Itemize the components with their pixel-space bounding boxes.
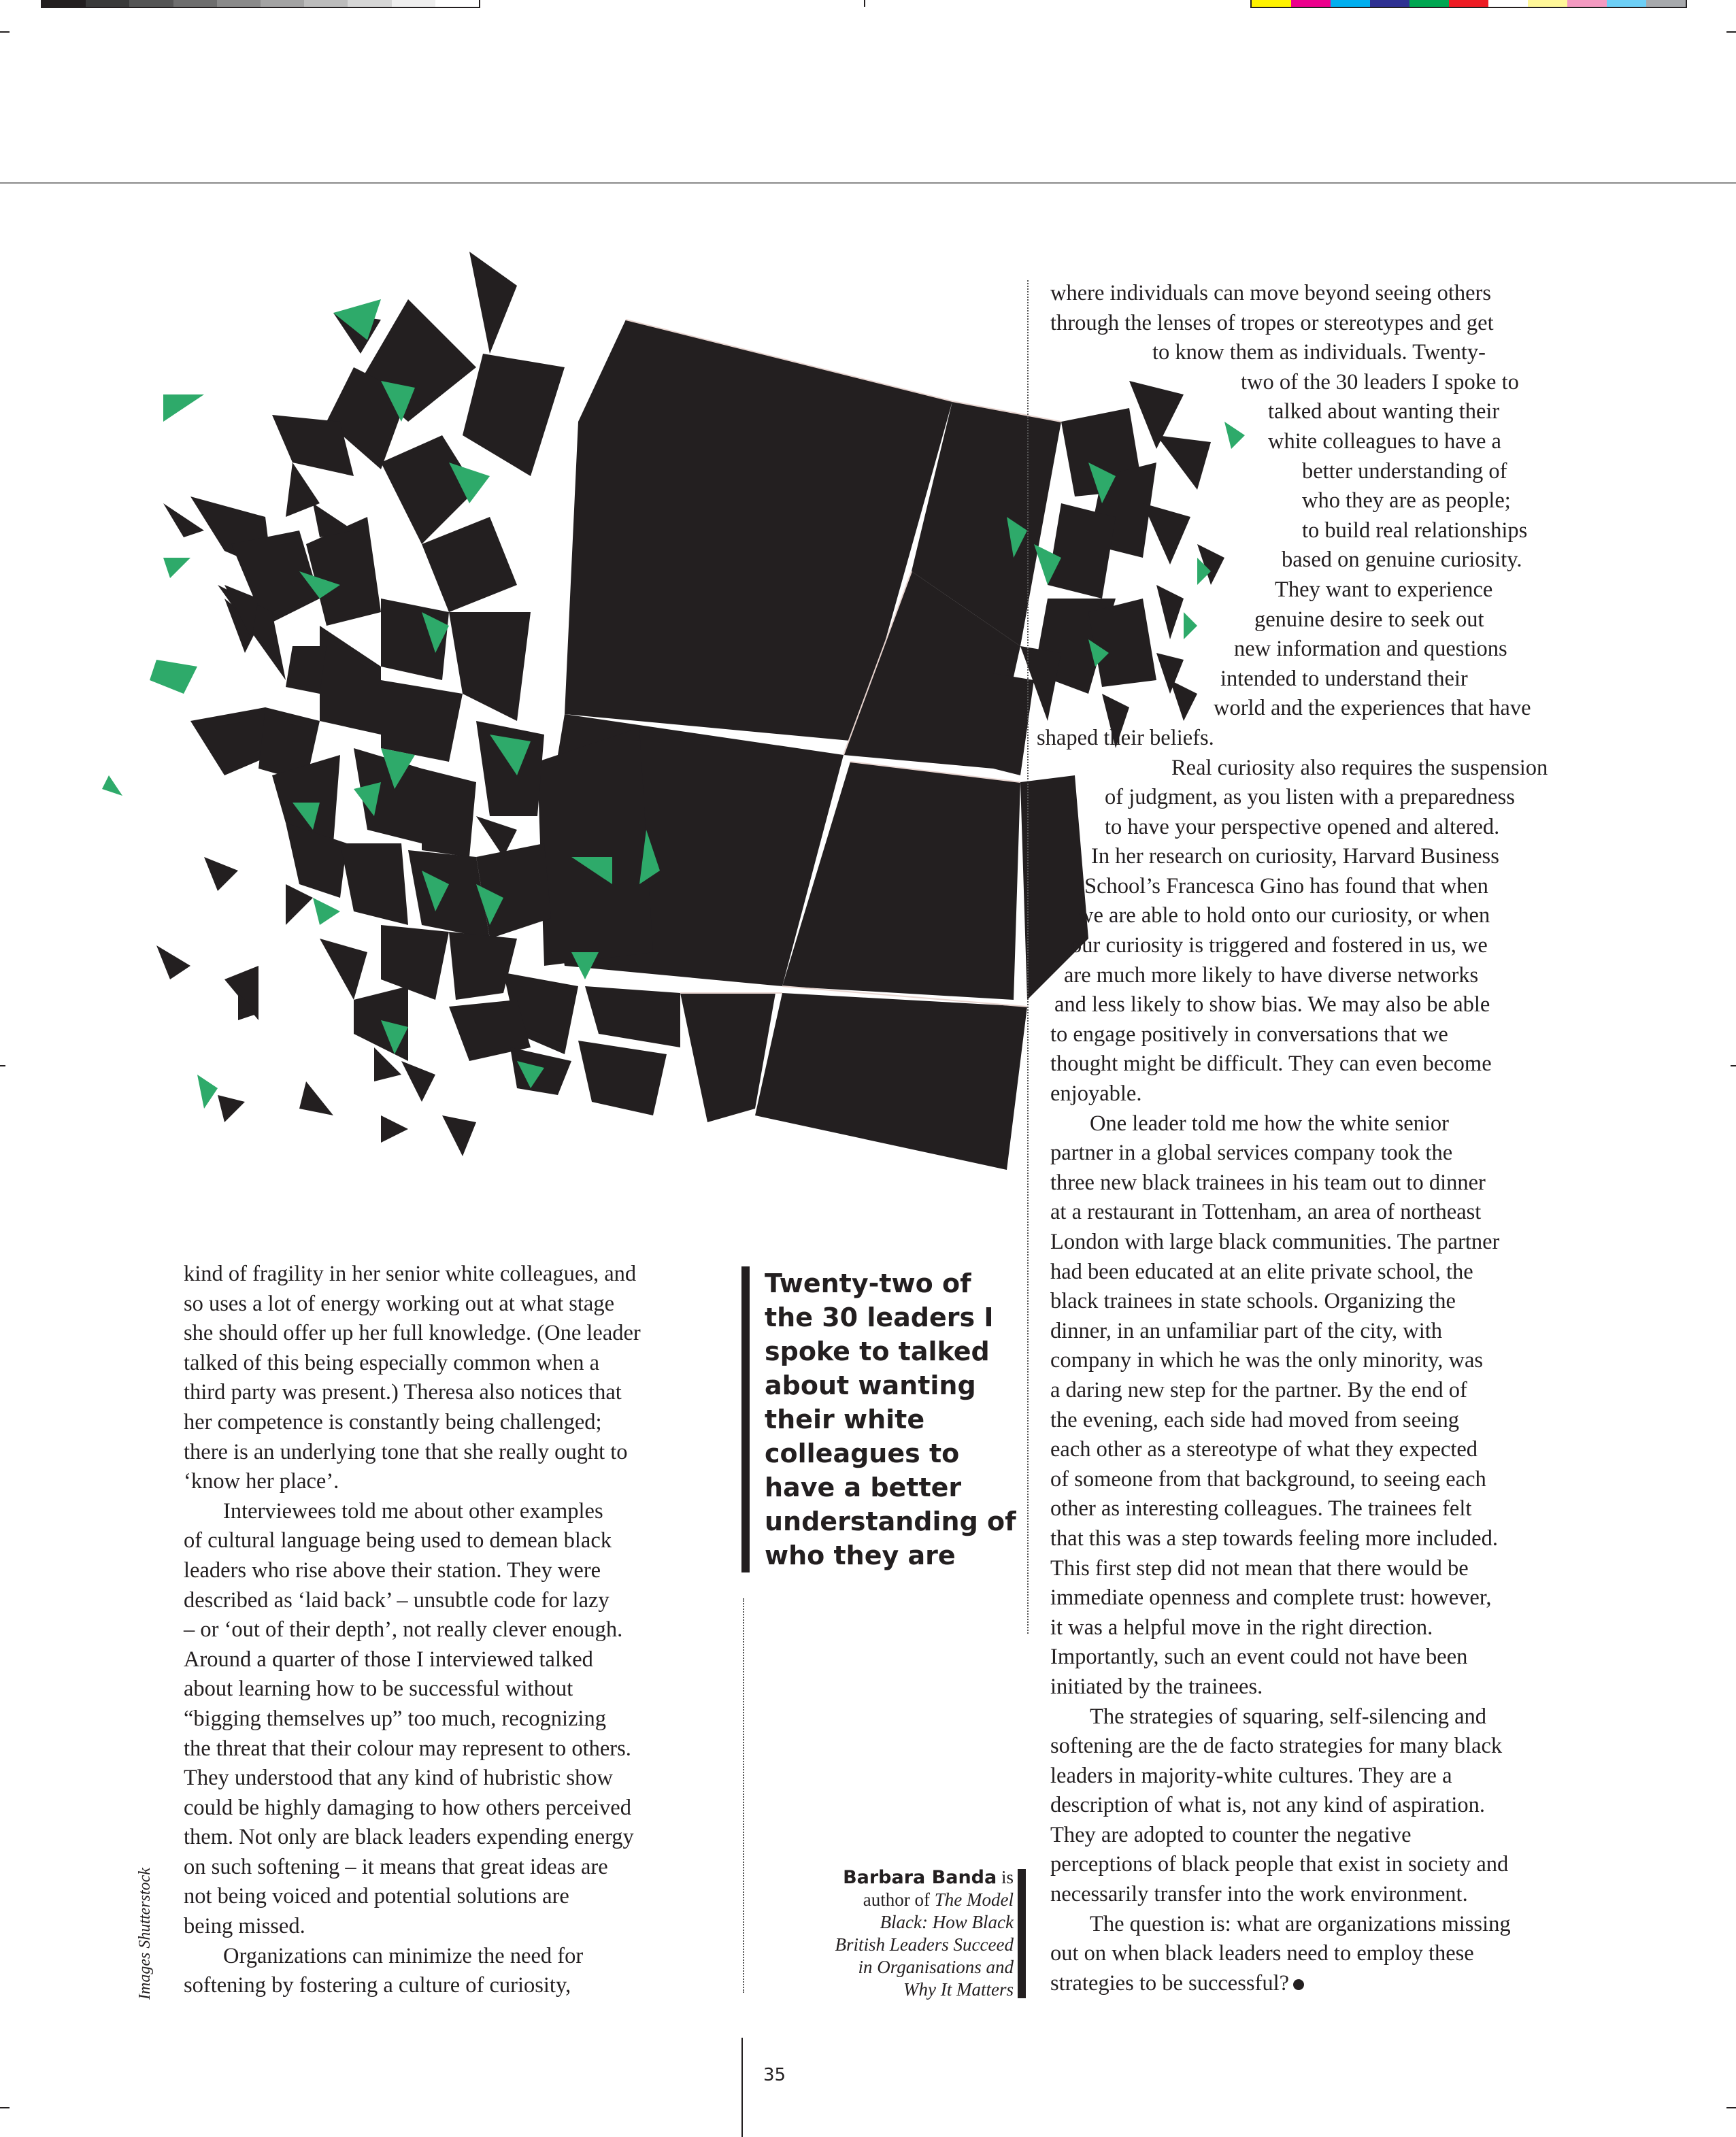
text-line [1050,1079,1548,1109]
author-name: Barbara Banda [843,1867,997,1888]
text-line [1071,931,1548,961]
text-line: could be highly damaging to how others perceived [184,1795,631,1820]
text-line: on such softening – it means that great ideas are [184,1854,608,1879]
text-line: Interviewees told me about other examples [223,1498,603,1524]
text-line [1054,990,1548,1020]
text-line: about learning how to be successful without [184,1677,573,1702]
text-line-content: our curiosity is triggered and fostered in us, we [1071,933,1488,958]
text-line [1050,1524,1548,1554]
text-line-content: two of the 30 leaders I spoke to [1241,369,1519,394]
text-line: her competence is constantly being challenged; [184,1409,602,1434]
text-line-content: that this was a step towards feeling more included. [1050,1526,1498,1551]
gutter-rule [741,2038,743,2137]
text-line [1105,813,1548,843]
text-line [1050,1880,1548,1910]
text-line [1050,1376,1548,1406]
text-line [1037,724,1548,754]
text-line [1050,1317,1548,1347]
text-line [1050,1762,1548,1791]
text-line-content: initiated by the trainees. [1050,1674,1263,1699]
text-line: described as ‘laid back’ – unsubtle code for lazy [184,1587,610,1613]
text-line [1050,1939,1548,1969]
text-line [1050,1672,1548,1702]
text-line-content: each other as a stereotype of what they expected [1050,1437,1478,1462]
author-note: Barbara Banda is author of The Model Black: How Black British Leaders Succeed in Organisations and Why It Matters [835,1867,1014,2000]
pull-quote-line: the 30 leaders I [765,1302,994,1332]
text-line-content: to engage positively in conversations that we [1050,1022,1448,1047]
text-line-content: Real curiosity also requires the suspension [1171,755,1548,780]
text-line [1050,309,1548,339]
text-line [1050,1583,1548,1613]
text-line-content: at a restaurant in Tottenham, an area of northeast [1050,1200,1482,1225]
author-note-bar [1018,1869,1026,1998]
text-line-content: out on when black leaders need to employ these [1050,1941,1474,1966]
text-line-content: necessarily transfer into the work environment. [1050,1882,1468,1907]
text-line [1050,1969,1548,1999]
text-line-content: world and the experiences that have [1214,696,1531,721]
text-line [1064,961,1548,991]
text-line: Organizations can minimize the need for [223,1943,584,1968]
text-line [1050,1406,1548,1436]
text-line [1050,457,1548,487]
text-line: ‘know her place’. [184,1469,339,1494]
text-line [1050,694,1548,724]
text-line-content: had been educated at an elite private school, the [1050,1259,1473,1284]
text-line [1050,1791,1548,1821]
text-line-content: and less likely to show bias. We may also be able [1054,992,1490,1017]
text-line [1050,575,1548,605]
text-line-content: shaped their beliefs. [1037,725,1214,750]
text-line [1050,664,1548,694]
text-line: third party was present.) Theresa also notices that [184,1380,622,1405]
text-line [1050,427,1548,457]
text-line: kind of fragility in her senior white colleagues, and [184,1262,637,1286]
text-line [1050,635,1548,664]
text-line [1050,1554,1548,1584]
text-line: leaders who rise above their station. They were [184,1558,601,1583]
text-line-content: Importantly, such an event could not have been [1050,1645,1468,1670]
text-line [1050,516,1548,546]
text-line [1050,1494,1548,1524]
shard-panel [537,728,653,966]
text-line: the threat that their colour may represent to others. [184,1736,631,1761]
text-line [1050,1435,1548,1465]
text-line: of cultural language being used to demean black [184,1528,612,1553]
pull-quote-line: Twenty-two of [765,1268,971,1298]
text-line-content: genuine desire to seek out [1254,607,1484,632]
pull-quote-line: their white [765,1404,925,1434]
text-line [1050,1020,1548,1050]
text-line: there is an underlying tone that she really ought to [184,1439,628,1464]
text-line-content: based on genuine curiosity. [1282,548,1522,573]
pull-quote-line: who they are [765,1541,956,1570]
shard-panel [755,993,1027,1170]
text-line-content: white colleagues to have a [1268,428,1501,454]
text-line-content: leaders in majority-white cultures. They are a [1050,1763,1452,1788]
pull-quote-line: about wanting [765,1370,976,1400]
text-line [1050,338,1548,368]
text-line-content: One leader told me how the white senior [1090,1111,1449,1136]
text-line-content: This first step did not mean that there would be [1050,1555,1469,1581]
text-line-content: a daring new step for the partner. By the end of [1050,1377,1467,1402]
text-line-content: description of what is, not any kind of aspiration. [1050,1793,1486,1818]
text-line-content: it was a helpful move in the right direction. [1050,1615,1433,1640]
text-line-content: London with large black communities. The partner [1050,1230,1500,1254]
text-line [1050,1821,1548,1851]
text-line-content: to build real relationships [1302,518,1528,543]
text-line-content: enjoyable. [1050,1081,1142,1107]
text-line [1105,783,1548,813]
text-line: softening by fostering a culture of curiosity, [184,1973,571,1998]
text-line: Around a quarter of those I interviewed talked [184,1647,593,1672]
text-line-content: thought might be difficult. They can even become [1050,1051,1492,1077]
page-number: 35 [763,2065,786,2085]
text-line-content: who they are as people; [1302,488,1511,514]
text-line [1050,1465,1548,1495]
pull-quote-line: spoke to talked [765,1336,990,1366]
text-line [1050,1198,1548,1228]
text-line [1050,1850,1548,1880]
text-line-content: to know them as individuals. Twenty- [1152,340,1486,365]
pull-quote-line: understanding of [765,1507,1016,1536]
text-line: so uses a lot of energy working out at what stage [184,1291,615,1316]
text-line: she should offer up her full knowledge. (One leader [184,1321,641,1346]
pull-quote-line: colleagues to [765,1438,960,1468]
text-line [1050,368,1548,398]
text-line-content: other as interesting colleagues. The trainees felt [1050,1496,1472,1521]
text-line: “bigging themselves up” too much, recognizing [184,1706,606,1731]
text-line-content: better understanding of [1302,458,1507,484]
text-line-content: are much more likely to have diverse networks [1064,962,1479,988]
text-line-content: of someone from that background, to seeing each [1050,1466,1486,1492]
text-line [1050,1139,1548,1168]
text-line [1050,1910,1548,1940]
text-line [1050,545,1548,575]
left-column-text [184,1260,641,2001]
pull-quote [741,1266,1014,1572]
text-line [1050,1732,1548,1762]
text-line-content: through the lenses of tropes or stereotypes and get [1050,310,1494,335]
pull-quote-line: have a better [765,1473,962,1502]
text-line [1084,872,1548,902]
text-line-content: In her research on curiosity, Harvard Business [1091,844,1499,869]
text-line-content: softening are the de facto strategies for many black [1050,1734,1503,1759]
text-line [1050,1168,1548,1198]
text-line-content: intended to understand their [1220,666,1468,691]
text-line: not being voiced and potential solutions are [184,1884,569,1909]
text-line-content: the evening, each side had moved from seeing [1050,1407,1460,1432]
text-line: being missed. [184,1914,305,1939]
text-line [1050,1643,1548,1672]
text-line-content: The strategies of squaring, self-silencing and [1090,1704,1487,1729]
text-line-content: talked about wanting their [1268,399,1500,424]
text-line-content: new information and questions [1234,637,1507,662]
text-line [1050,397,1548,427]
column-divider [1027,280,1029,1634]
text-line [1050,1228,1548,1258]
text-line: talked of this being especially common when a [184,1350,600,1375]
text-line-content: we are able to hold onto our curiosity, or when [1078,903,1490,928]
text-line [1050,1702,1548,1732]
text-line-content: perceptions of black people that exist in society and [1050,1852,1509,1877]
image-credit: Images Shutterstock [136,1868,154,2000]
text-line [1050,605,1548,635]
text-line [1050,279,1548,309]
text-line: them. Not only are black leaders expending energy [184,1825,634,1850]
text-line-content: immediate openness and complete trust: however, [1050,1585,1492,1611]
text-line-content: strategies to be successful? [1050,1970,1290,1996]
text-line [1078,901,1548,931]
text-line [1050,1049,1548,1079]
text-line-content: The question is: what are organizations missing [1090,1911,1511,1936]
text-line [1050,1346,1548,1376]
text-line-content: where individuals can move beyond seeing others [1050,281,1492,305]
text-line-content: company in which he was the only minority, was [1050,1348,1484,1373]
text-line-content: of judgment, as you listen with a preparedness [1105,785,1515,810]
text-line: – or ‘out of their depth’, not really clever enough. [184,1617,623,1643]
text-line [1050,1613,1548,1643]
text-line-content: School’s Francesca Gino has found that when [1084,873,1488,898]
text-line-content: partner in a global services company took the [1050,1141,1453,1166]
text-line-content: They are adopted to counter the negative [1050,1822,1412,1847]
text-line [1171,754,1548,784]
text-line-content: to have your perspective opened and altered. [1105,814,1500,839]
end-mark-icon [1293,1979,1304,1990]
text-line-content: They want to experience [1275,577,1493,602]
text-line [1091,842,1548,872]
text-line [1050,1109,1548,1139]
text-line [1050,1287,1548,1317]
text-line-content: black trainees in state schools. Organizing the [1050,1289,1456,1314]
text-line: They understood that any kind of hubristic show [184,1766,613,1791]
right-column-text [1037,279,1548,1998]
column-divider [743,1598,744,1993]
text-line-content: three new black trainees in his team out to dinner [1050,1170,1486,1195]
text-line [1050,1258,1548,1288]
text-line [1050,486,1548,516]
text-line-content: dinner, in an unfamiliar part of the city, with [1050,1318,1443,1343]
